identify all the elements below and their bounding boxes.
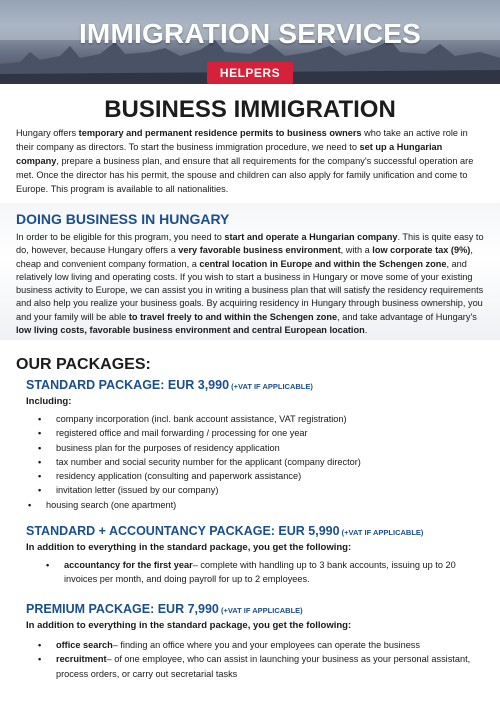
page-title: BUSINESS IMMIGRATION xyxy=(104,96,396,123)
standard-package-list xyxy=(38,412,478,512)
list-item: • tax number and social security number for the applicant (company director) xyxy=(38,455,478,469)
list-item: • recruitment– of one employee, who can assist in launching your business as your personal assistant, process orders, or carry out secretarial tasks xyxy=(38,652,486,681)
accountancy-package-list xyxy=(46,558,478,587)
list-item: • registered office and mail forwarding / processing for one year xyxy=(38,426,478,440)
list-item: • accountancy for the first year– complete with handling up to 3 bank accounts, issuing up to 20 invoices per month, and doing payroll for up to 2 employees. xyxy=(46,558,478,587)
helpers-badge: HELPERS xyxy=(207,62,293,84)
doing-business-paragraph: In order to be eligible for this program, you need to start and operate a Hungarian company. This is quite easy to do, however, because Hungary offers a very favorable business environment, with a low corporate tax (9%), cheap and convenient company formation, a central location in Europe and within the Schengen zone, and relatively low living and operating costs. If you wish to start a business in Hungary or move some of your existing business activity to Europe, we can assist you in writing a business plan that will satisfy the residency requirements and also help you realize your business goals. By acquiring residency in Hungary through business ownership, you and your family will be able to travel freely to and within the Schengen zone, and take advantage of Hungary's low living costs, favorable business environment and central European location. xyxy=(16,232,484,336)
packages-title: OUR PACKAGES: xyxy=(16,356,151,373)
section-title-doing-business: DOING BUSINESS IN HUNGARY xyxy=(16,211,230,227)
accountancy-package-title: STANDARD + ACCOUNTANCY PACKAGE: EUR 5,990 (+VAT IF APPLICABLE) xyxy=(26,524,424,538)
list-item: • office search– finding an office where you and your employees can operate the business xyxy=(38,638,486,652)
standard-package-title: STANDARD PACKAGE: EUR 3,990 (+VAT IF APPLICABLE) xyxy=(26,378,313,392)
accountancy-addition-label: In addition to everything in the standard package, you get the following: xyxy=(26,542,352,553)
list-item: • company incorporation (incl. bank account assistance, VAT registration) xyxy=(38,412,478,426)
list-item: • housing search (one apartment) xyxy=(28,498,478,512)
premium-package-title: PREMIUM PACKAGE: EUR 7,990 (+VAT IF APPLICABLE) xyxy=(26,602,303,616)
list-item: • invitation letter (issued by our company) xyxy=(38,483,478,497)
list-item: • residency application (consulting and paperwork assistance) xyxy=(38,469,478,483)
premium-package-list xyxy=(38,638,486,681)
premium-addition-label: In addition to everything in the standard package, you get the following: xyxy=(26,620,352,631)
list-item: • business plan for the purposes of residency application xyxy=(38,441,478,455)
header-title: IMMIGRATION SERVICES xyxy=(78,18,422,49)
intro-paragraph: Hungary offers temporary and permanent residence permits to business owners who take an active role in their company as directors. To start the business immigration procedure, we need to set up a Hungarian company, prepare a business plan, and ensure that all requirements for the company's successful operation are met. Once the director has his permit, the spouse and children can also apply for family unification and come to Europe. This program is available to all nationalities. xyxy=(16,128,474,194)
standard-including-label: Including: xyxy=(26,396,72,407)
